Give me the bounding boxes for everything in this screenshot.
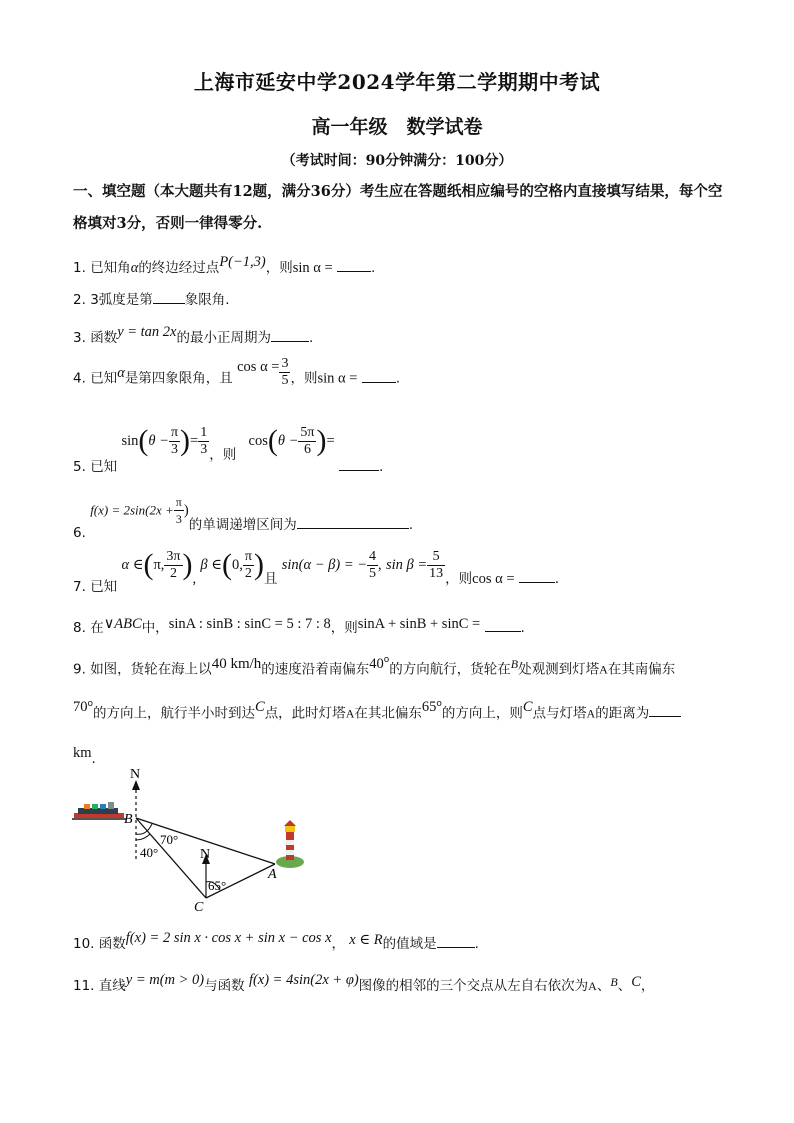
paren: ) [182,548,193,581]
math-symbol: A [586,706,596,720]
question-3 [73,326,313,347]
math-expression: cos [248,433,268,449]
question-number: 9. [73,661,86,678]
math-symbol: C [255,699,265,715]
question-text: 的方向上，则 [441,705,523,721]
math-expression: 40 [369,655,384,672]
lighthouse-icon [276,820,304,868]
question-10 [73,932,479,953]
question-5 [73,424,384,475]
question-number: 10. [73,936,95,952]
question-text: 的值域是 [382,936,437,952]
math-expression: θ − [277,433,299,449]
question-number: 2. [73,292,86,308]
question-text: 点，此时灯塔 [264,705,346,721]
question-text: . [474,936,479,952]
question-text: 图像的相邻的三个交点从左自右依次为 [358,978,589,994]
answer-blank[interactable] [271,327,309,342]
question-text: 已知 [90,459,118,475]
degree-symbol: o [436,698,442,709]
question-text: ，则 [265,260,293,276]
question-number: 6. [73,524,86,541]
exam-subtitle: 高一年级 数学试卷 [311,116,483,138]
angle-arc-40 [136,834,150,840]
fraction [279,356,290,389]
math-symbol: α [117,364,125,381]
fraction [243,549,254,582]
numerator: 5π [300,424,315,440]
question-text: 的距离为 [595,705,650,721]
angle-label-70: 70° [160,832,179,847]
question-text: 的单调递增区间为 [188,516,297,533]
question-text: . [520,620,525,636]
question-text: . [554,571,560,587]
question-number: 5. [73,459,86,475]
math-expression: cos α = [237,358,280,375]
paren: ( [222,548,233,581]
question-text: ，则 [209,447,237,463]
fraction [427,549,445,582]
question-6: 6. f(x) = 2sin(2x + $\frac{\pi}{3}$ )的单调递增区间为 . [73,495,413,541]
question-text: 函数 [90,330,118,346]
math-expression: y = tan 2x [117,324,177,340]
math-expression: sin [121,433,139,449]
answer-blank[interactable] [339,456,379,471]
numerator: 4 [369,548,377,564]
denominator: 13 [429,565,444,581]
math-symbol: B [610,975,618,989]
question-11 [73,974,654,995]
denominator: 6 [303,441,311,457]
answer-blank[interactable] [362,368,396,383]
navigation-diagram [70,764,320,912]
fraction [298,425,316,458]
question-text: . [408,516,413,533]
degree-symbol: o [383,655,390,665]
question-number: 4. [73,370,86,387]
exam-info: （考试时间：90分钟满分：100分） [281,153,513,169]
fraction [367,549,378,582]
answer-blank[interactable] [519,568,555,583]
math-expression: α ∈ [121,557,144,573]
math-expression: sinA : sinB : sinC = 5 : 7 : 8 [168,616,331,632]
question-9-line-2 [73,690,733,734]
fraction [198,425,209,458]
question-9-line-1 [73,646,733,690]
math-expression: 0, [232,557,243,573]
north-label-c: N [200,847,211,862]
question-text: 是第四象限角，且 [124,370,233,387]
question-text: 点与灯塔 [532,705,587,721]
math-expression: sin(α − β) = − [281,557,368,573]
question-number: 1. [73,260,86,276]
math-expression: 40 km/h [211,655,262,672]
paren: ( [138,424,149,457]
math-expression: x ∈ R [349,932,383,948]
question-text: 的方向航行，货轮在 [389,661,511,678]
answer-blank[interactable] [649,702,681,717]
math-symbol: α [130,260,139,276]
question-text: 、 [596,978,611,994]
math-expression: sinA + sinB + sinC = [357,616,481,632]
denominator: 3 [175,512,182,526]
answer-blank[interactable] [485,617,521,632]
numerator: π [175,495,182,509]
math-expression: y = m(m > 0) [125,972,205,988]
math-expression: f(x) = 4sin(2x + φ) [248,972,359,988]
math-symbol: B [510,656,519,671]
denominator: 3 [200,441,208,457]
north-label-b: N [130,767,141,782]
question-text: 在其南偏东 [607,661,676,678]
paren: ) [253,548,264,581]
numerator: 3 [281,356,289,371]
question-4 [73,356,401,395]
math-expression: sin β = [385,557,428,573]
numerator: π [170,424,179,440]
point-label-b: B [124,812,133,827]
question-text: 如图，货轮在海上以 [90,661,212,678]
math-expression: P(−1,3) [219,254,266,270]
paren: ) [180,424,191,457]
question-text: ，则 [330,620,358,636]
question-text: 、 [617,978,632,994]
answer-blank[interactable] [153,289,185,304]
question-text: . [309,330,314,346]
question-text: 且 [263,571,278,587]
question-text: 的最小正周期为 [176,330,271,346]
math-symbol: A [599,662,608,677]
question-text: ， [331,936,345,952]
paren: ( [267,424,278,457]
question-number: 3. [73,330,86,346]
math-expression: f(x) = 2sin(2x + [90,502,174,518]
math-expression: sin α = [292,260,333,276]
denominator: 5 [369,565,377,581]
question-text: 的速度沿着南偏东 [261,661,370,678]
question-text: . [378,459,384,475]
unit-text: km [73,745,92,761]
answer-blank[interactable] [337,257,371,272]
math-expression: f(x) = 2 sin x · cos x + sin x − cos x [125,930,332,946]
denominator: 2 [169,565,177,581]
question-number: 11. [73,978,95,994]
question-text: 3弧度是第 [90,292,153,308]
numerator: π [244,548,252,564]
math-expression: 70 [73,699,88,715]
math-expression: sin α = [317,370,358,387]
question-8 [73,616,525,637]
denominator: 5 [281,373,289,388]
math-expression: cos α = [472,571,515,587]
question-1 [73,256,375,277]
fraction [164,549,182,582]
question-text: 在其北偏东 [354,705,422,721]
question-2 [73,288,230,308]
ship-icon [72,802,126,820]
math-expression: = [190,433,199,449]
question-text: 处观测到灯塔 [518,661,600,678]
angle-label-65: 65° [208,878,227,893]
math-symbol: C [631,974,641,990]
fraction [169,425,180,458]
question-9 [73,646,733,773]
math-expression: θ − [148,433,169,449]
question-text: 的终边经过点 [138,260,220,276]
question-text: . [91,751,96,767]
question-text: ，则 [445,571,473,587]
question-text: 象限角. [184,292,230,308]
math-symbol: C [522,699,533,715]
math-expression: = [326,433,335,449]
question-text: 直线 [98,978,126,994]
question-text: ， [640,978,655,994]
numerator: 1 [200,424,208,440]
question-number: 8. [73,620,86,636]
section-heading: 一、填空题（本大题共有12题，满分36分）考生应在答题纸相应编号的空格内直接填写结果，每个空格填对3分，否则一律得零分. [73,183,723,232]
numerator: 3π [166,548,181,564]
question-text: ，则 [290,370,318,387]
math-expression: 65 [421,699,437,715]
question-text: 与函数 [204,978,245,994]
paren: ( [143,548,154,581]
question-text: 在 [90,620,104,636]
answer-blank[interactable] [297,514,409,529]
question-text: 已知 [90,370,118,387]
question-text: 已知角 [90,260,131,276]
answer-blank[interactable] [437,933,475,948]
angle-label-40: 40° [140,845,159,860]
question-text: 已知 [90,579,118,595]
math-expression: β ∈ [200,557,223,573]
question-text: 的方向上，航行半小时到达 [93,705,256,721]
question-text: 中， [141,620,169,636]
question-text: . [371,260,376,276]
math-symbol: A [588,979,597,993]
question-text: . [395,370,401,387]
point-label-c: C [194,900,204,912]
exam-title: 上海市延安中学2024学年第二学期期中考试 [193,70,601,94]
denominator: 3 [170,441,178,457]
point-label-a: A [268,867,277,882]
math-expression: ∨ABC [103,616,142,632]
question-number: 7. [73,579,86,595]
degree-symbol: o [87,698,94,709]
denominator: 2 [244,565,252,581]
math-symbol: A [345,706,355,720]
numerator: 5 [427,549,445,566]
math-expression: π, [153,557,165,573]
question-7: 7. 已知 α ∈(π, $\frac{3\pi}{2}$ ), β ∈(0, $\frac{\pi}{2}$ )且 sin(α − β) = − $\frac{4}{5}$ , sin β = $\frac{5}{13}$ ，则cos α = . [73,548,560,595]
question-text: 函数 [98,936,126,952]
fraction [174,494,184,527]
paren: ) [316,424,327,457]
